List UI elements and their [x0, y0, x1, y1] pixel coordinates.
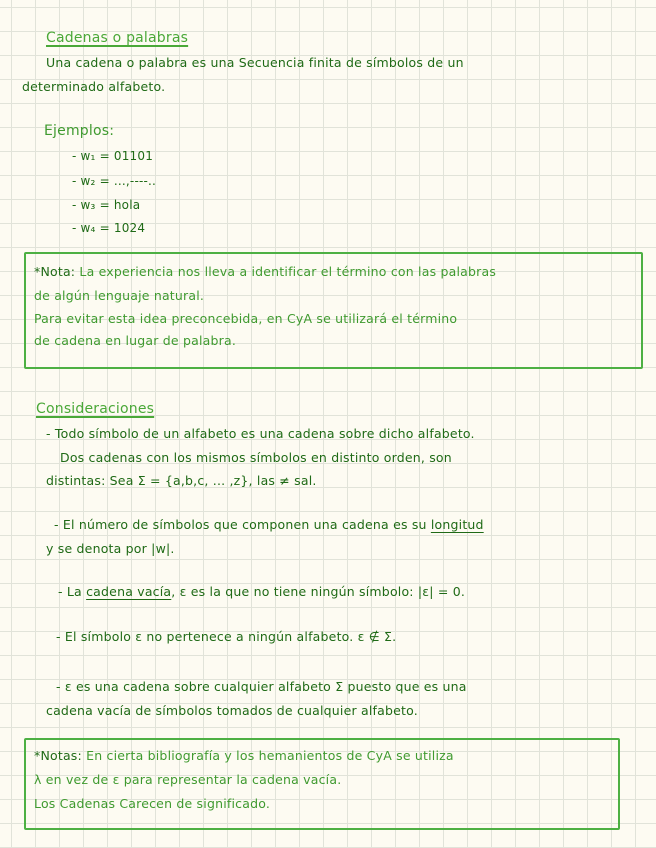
note-1-line-1-text: La experiencia nos lleva a identificar el término con las palabras [79, 264, 497, 279]
consideration-2-text: - El número de símbolos que componen una cadena es su [54, 517, 427, 532]
examples-title: Ejemplos: [44, 123, 115, 139]
note-1-line-3: Para evitar esta idea preconcebida, en CyA se utilizará el término [34, 311, 458, 326]
consideration-3-pre: - La [58, 584, 82, 599]
consideration-5-line-2: cadena vacía de símbolos tomados de cualquier alfabeto. [46, 703, 418, 718]
consideration-5-line-1: - ε es una cadena sobre cualquier alfabeto Σ puesto que es una [56, 679, 467, 694]
consideration-2-line-2: y se denota por |w|. [46, 541, 175, 556]
note-2-line-2: λ en vez de ε para representar la cadena vacía. [34, 772, 342, 787]
note-2-line-3: Los Cadenas Carecen de significado. [34, 796, 271, 811]
definition-line-1: Una cadena o palabra es una Secuencia finita de símbolos de un [46, 55, 464, 70]
note-2-line-1 [34, 748, 454, 764]
note-1-line-4: de cadena en lugar de palabra. [34, 333, 237, 348]
example-item: - w₃ = hola [72, 198, 141, 212]
example-item: - w₄ = 1024 [72, 221, 146, 235]
consideration-3-cadena-vacia: cadena vacía [86, 584, 172, 599]
section-title-cadenas: Cadenas o palabras [46, 30, 189, 46]
consideration-3-post: , ε es la que no tiene ningún símbolo: |ε| = 0. [171, 584, 466, 599]
consideration-1-line-3: distintas: Sea Σ = {a,b,c, ... ,z}, las ≠ sal. [46, 473, 317, 488]
note-1-line-2: de algún lenguaje natural. [34, 288, 205, 303]
consideration-1-line-2: Dos cadenas con los mismos símbolos en distinto orden, son [60, 450, 452, 465]
note-2-line-1-text: En cierta bibliografía y los hemanientos de CyA se utiliza [86, 748, 454, 763]
consideration-1-line-1: - Todo símbolo de un alfabeto es una cadena sobre dicho alfabeto. [46, 426, 475, 441]
consideration-2-longitud: longitud [430, 517, 484, 532]
example-item: - w₁ = 01101 [72, 149, 154, 163]
note-1-label: *Nota: [34, 264, 76, 279]
section-title-consideraciones: Consideraciones [36, 401, 155, 417]
example-item: - w₂ = ...,----.. [72, 174, 157, 188]
consideration-3 [58, 584, 465, 600]
consideration-2-line-1 [54, 517, 484, 533]
note-2-label: *Notas: [34, 748, 82, 763]
note-1-line-1 [34, 264, 496, 280]
definition-line-2: determinado alfabeto. [22, 79, 166, 94]
consideration-4: - El símbolo ε no pertenece a ningún alfabeto. ε ∉ Σ. [56, 629, 397, 644]
